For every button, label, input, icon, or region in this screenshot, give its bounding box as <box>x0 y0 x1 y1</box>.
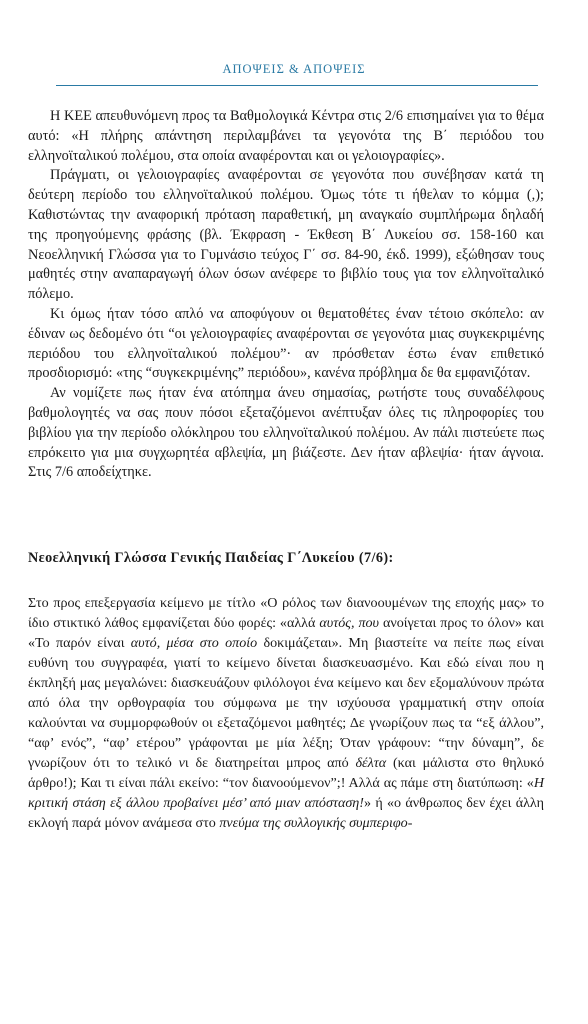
italic-run: αυτός, που <box>319 615 380 631</box>
text-run: » ή «ο άνθρωπος δεν έχει άλλη εκλογή παρά μόνον ανάμεσα στο <box>28 795 545 831</box>
italic-run: αυτό, μέσα στο οποίο <box>130 635 258 651</box>
paragraph-5 <box>28 593 544 833</box>
text-run: ι δε διατηρείται μπρος από <box>184 755 356 771</box>
section2 <box>28 593 544 833</box>
text-run: δοκιμάζεται». Μη βιαστείτε να πείτε πως είναι ευθύνη του συγγραφέα, γιατί το κείμενο δίνεται διασκευασμένο. Και εδώ είναι που η έκπληξή μας μεγαλώνει: διασκευάζουν φιλόλογοι ένα κείμενο και δεν εξομαλύνουν πρώτα από όλα την ορθογραφία του σύμφωνα με την ισχύουσα γραμματική στην οποία καλούνται να συμμορφωθούν οι εξεταζόμενοι μαθητές; Δε γνωρίζουν πως τα “εξ άλλου”, “αφ’ ενός”, “αφ’ ετέρου” γράφονται με μία λέξη; Όταν γράφουν: “την δύναμη”, δε γνωρίζουν ότι το τελικό <box>28 635 544 771</box>
header-rule <box>56 85 538 86</box>
italic-run: πνεύμα της συλλογικής συμπεριφο- <box>219 815 413 831</box>
italic-run: δέλτα <box>355 755 387 771</box>
text-run: ανοίγεται προς το όλον» και «Το παρόν είναι <box>28 615 544 651</box>
text-run: (και μάλιστα στο θηλυκό άρθρο!); Και τι είναι πάλι εκείνο: “τον διανοούμενον”;! Αλλά ας πάμε στη διατύπωση: « <box>28 755 545 791</box>
italic-run: ν <box>178 755 185 771</box>
italic-run: Η κριτική στάση εξ άλλου προβαίνει μέσ’ από μιαν απόσταση! <box>28 775 544 811</box>
paragraph-4: Αν νομίζετε πως ήταν ένα ατόπημα άνευ σημασίας, ρωτήστε τους συναδέλφους βαθμολογητές να σας πουν πόσοι εξεταζόμενοι ανέπτυξαν όλες τις πληροφορίες του βιβλίου για την περίοδο ολόκληρου του ελληνοϊταλικού πολέμου. Αν πάλι πιστεύετε πως επρόκειτο για μια συγχωρητέα αβλεψία, μη βιάζεστε. Δεν ήταν αβλεψία· ήταν άγνοια. Στις 7/6 αποδείχτηκε. <box>28 385 544 481</box>
section-heading: Νεοελληνική Γλώσσα Γενικής Παιδείας Γ΄Λυκείου (7/6): <box>28 550 394 566</box>
paragraph-2: Πράγματι, οι γελοιογραφίες αναφέρονται σε γεγονότα που συνέβησαν κατά τη δεύτερη περίοδο του ελληνοϊταλικού πολέμου. Όμως τότε τι ήθελαν το κόμμα (,); Καθιστώντας την αναφορική πρόταση παραθετική, μη αναγκαίο συμπλήρωμα δηλαδή της προηγούμενης φράσης (βλ. Έκφραση - Έκθεση Β΄ Λυκείου σσ. 158-160 και Νεοελληνική Γλώσσα για το Γυμνάσιο τεύχος Γ΄ σσ. 84-90, έκδ. 1999), εξώθησαν τους μαθητές στην αναπαραγωγή όλων όσων ανέφερε το βιβλίο τους για τον ελληνοϊταλικό πόλεμο. <box>28 167 544 303</box>
paragraph-3: Κι όμως ήταν τόσο απλό να αποφύγουν οι θεματοθέτες έναν τέτοιο σκόπελο: αν έδιναν ως δεδομένο ότι “οι γελοιογραφίες αναφέρονται σε γεγονότα μιας συγκεκριμένης περιόδου του ελληνοϊταλικού πολέμου”· αν πρόσθεταν έστω έναν επιθετικό προσδιορισμό: «της “συγκεκριμένης” περιόδου», κανένα πρόβλημα δε θα εμφανιζόταν. <box>28 305 544 382</box>
running-title: ΑΠΟΨΕΙΣ & ΑΠΟΨΕΙΣ <box>222 62 366 76</box>
paragraph-1: Η ΚΕΕ απευθυνόμενη προς τα Βαθμολογικά Κέντρα στις 2/6 επισημαίνει για το θέμα αυτό: «Η πλήρης απάντηση περιλαμβάνει τα γεγονότα της Β΄ περιόδου του ελληνοϊταλικού πολέμου, στα οποία αναφέρονται και οι γελοιογραφίες». <box>28 108 544 164</box>
text-run: Στο προς επεξεργασία κείμενο με τίτλο «Ο ρόλος των διανοουμένων της εποχής μας» το ίδιο στικτικό λάθος εμφανίζεται δύο φορές: «αλλά <box>28 595 544 631</box>
section1 <box>28 107 544 483</box>
